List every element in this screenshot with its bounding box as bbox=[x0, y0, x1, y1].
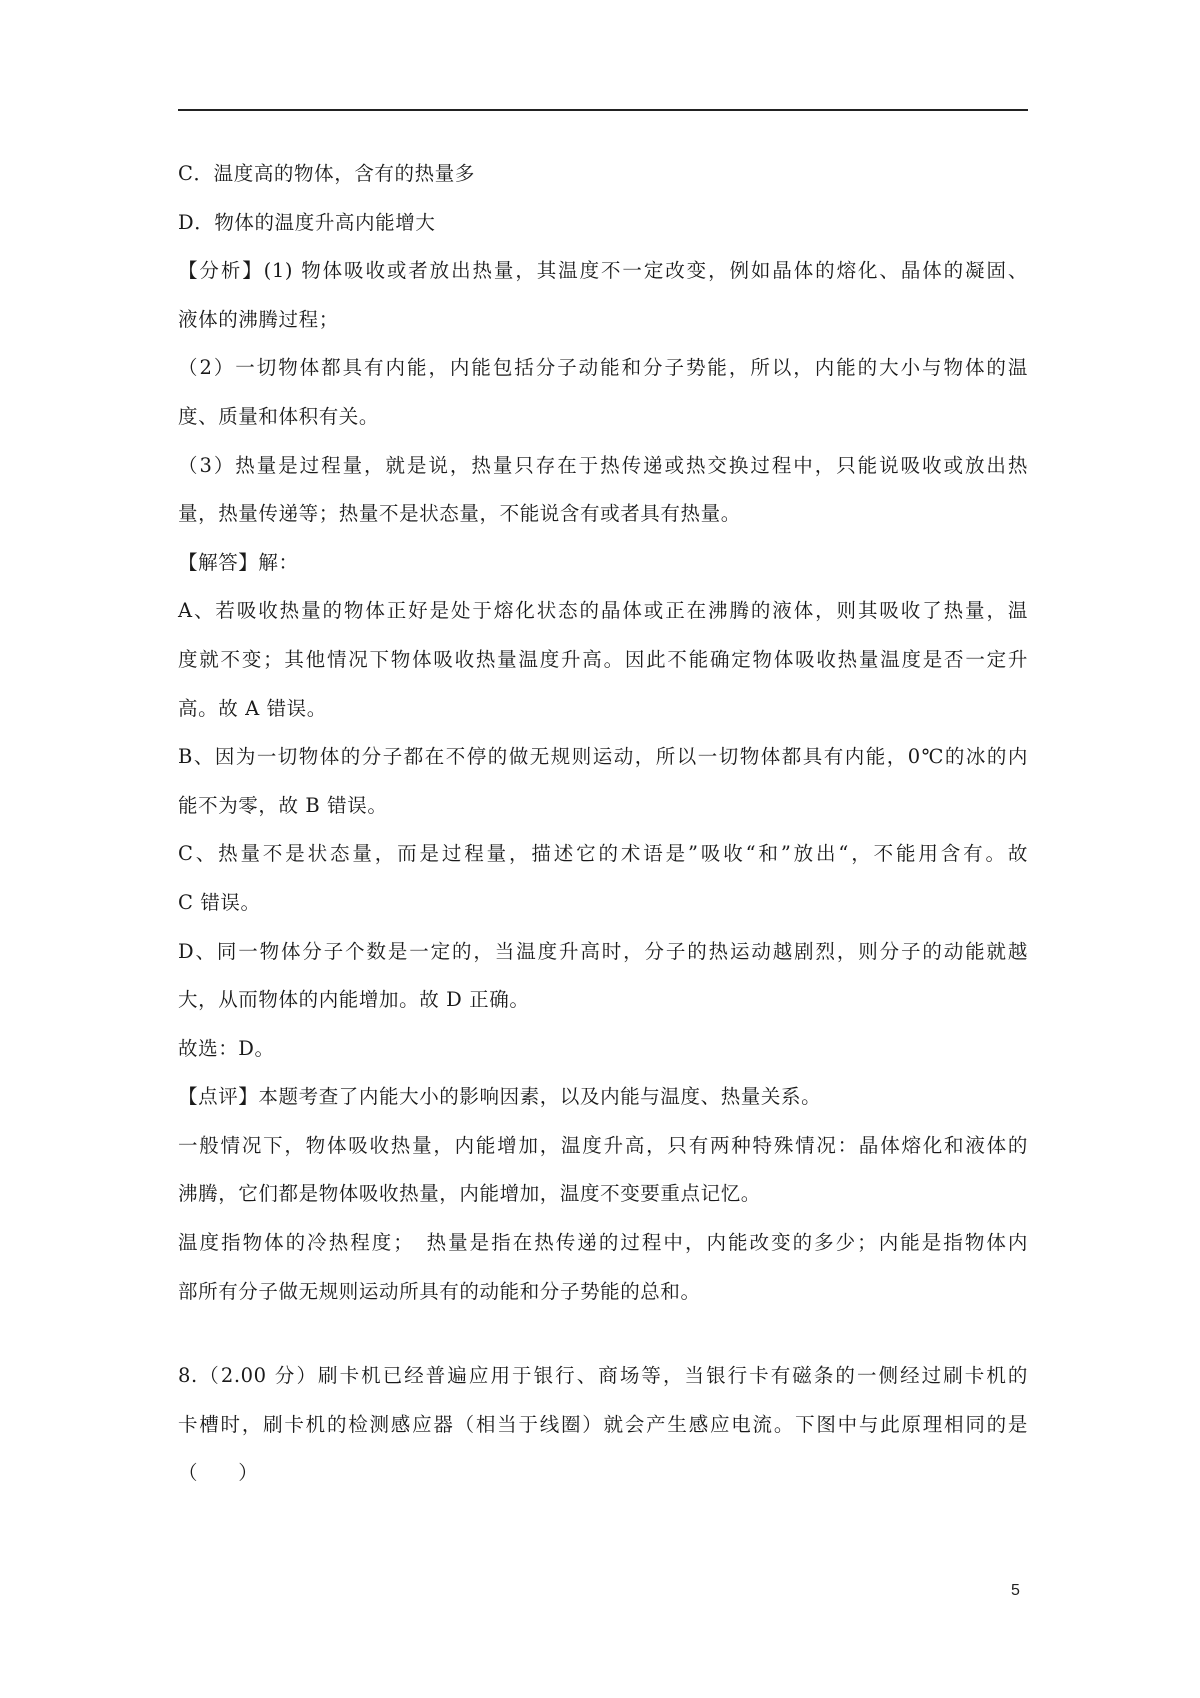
answer-line: A、若吸收热量的物体正好是处于熔化状态的晶体或正在沸腾的液体，则其吸收了热量，温 bbox=[178, 599, 1028, 623]
comment-line: 沸腾，它们都是物体吸收热量，内能增加，温度不变要重点记忆。 bbox=[178, 1182, 761, 1206]
answer-line: 能不为零，故 B 错误。 bbox=[178, 793, 388, 817]
answer-line: C、热量不是状态量，而是过程量，描述它的术语是”吸收“和”放出“，不能用含有。故 bbox=[178, 842, 1028, 866]
analysis-line: 液体的沸腾过程； bbox=[178, 307, 339, 331]
answer-line: 高。故 A 错误。 bbox=[178, 696, 327, 720]
answer-line: C 错误。 bbox=[178, 890, 261, 914]
choice-result-line: 故选：D。 bbox=[178, 1036, 275, 1060]
comment-line: 温度指物体的冷热程度； 热量是指在热传递的过程中，内能改变的多少；内能是指物体内 bbox=[178, 1231, 1028, 1255]
question-8-line: 8.（2.00 分）刷卡机已经普遍应用于银行、商场等，当银行卡有磁条的一侧经过刷卡机的 bbox=[178, 1364, 1028, 1388]
analysis-line: （3）热量是过程量，就是说，热量只存在于热传递或热交换过程中，只能说吸收或放出热 bbox=[178, 453, 1028, 477]
page-body bbox=[178, 150, 1028, 1498]
answer-line: 大，从而物体的内能增加。故 D 正确。 bbox=[178, 988, 530, 1012]
page-number: 5 bbox=[1011, 1582, 1020, 1599]
answer-line: D、同一物体分子个数是一定的，当温度升高时，分子的热运动越剧烈，则分子的动能就越 bbox=[178, 939, 1028, 963]
header-rule bbox=[178, 109, 1028, 111]
analysis-line: 度、质量和体积有关。 bbox=[178, 404, 380, 428]
question-8-blank: （ ） bbox=[178, 1461, 259, 1485]
analysis-line: （2）一切物体都具有内能，内能包括分子动能和分子势能，所以，内能的大小与物体的温 bbox=[178, 356, 1028, 380]
section-gap bbox=[178, 1316, 1028, 1352]
comment-line: 部所有分子做无规则运动所具有的动能和分子势能的总和。 bbox=[178, 1279, 701, 1303]
comment-line: 一般情况下，物体吸收热量，内能增加，温度升高，只有两种特殊情况：晶体熔化和液体的 bbox=[178, 1133, 1028, 1157]
answer-line: 度就不变；其他情况下物体吸收热量温度升高。因此不能确定物体吸收热量温度是否一定升 bbox=[178, 647, 1028, 671]
analysis-line: 量，热量传递等；热量不是状态量，不能说含有或者具有热量。 bbox=[178, 502, 741, 526]
answer-heading: 【解答】解： bbox=[178, 550, 299, 574]
option-c-line: C．温度高的物体，含有的热量多 bbox=[178, 162, 475, 185]
question-8-line: 卡槽时，刷卡机的检测感应器（相当于线圈）就会产生感应电流。下图中与此原理相同的是 bbox=[178, 1412, 1028, 1436]
comment-line: 【点评】本题考查了内能大小的影响因素，以及内能与温度、热量关系。 bbox=[178, 1085, 822, 1109]
answer-line: B、因为一切物体的分子都在不停的做无规则运动，所以一切物体都具有内能，0℃的冰的内 bbox=[178, 745, 1028, 769]
analysis-line: 【分析】(1) 物体吸收或者放出热量，其温度不一定改变，例如晶体的熔化、晶体的凝固、 bbox=[178, 259, 1028, 283]
option-d-line: D．物体的温度升高内能增大 bbox=[178, 210, 436, 234]
